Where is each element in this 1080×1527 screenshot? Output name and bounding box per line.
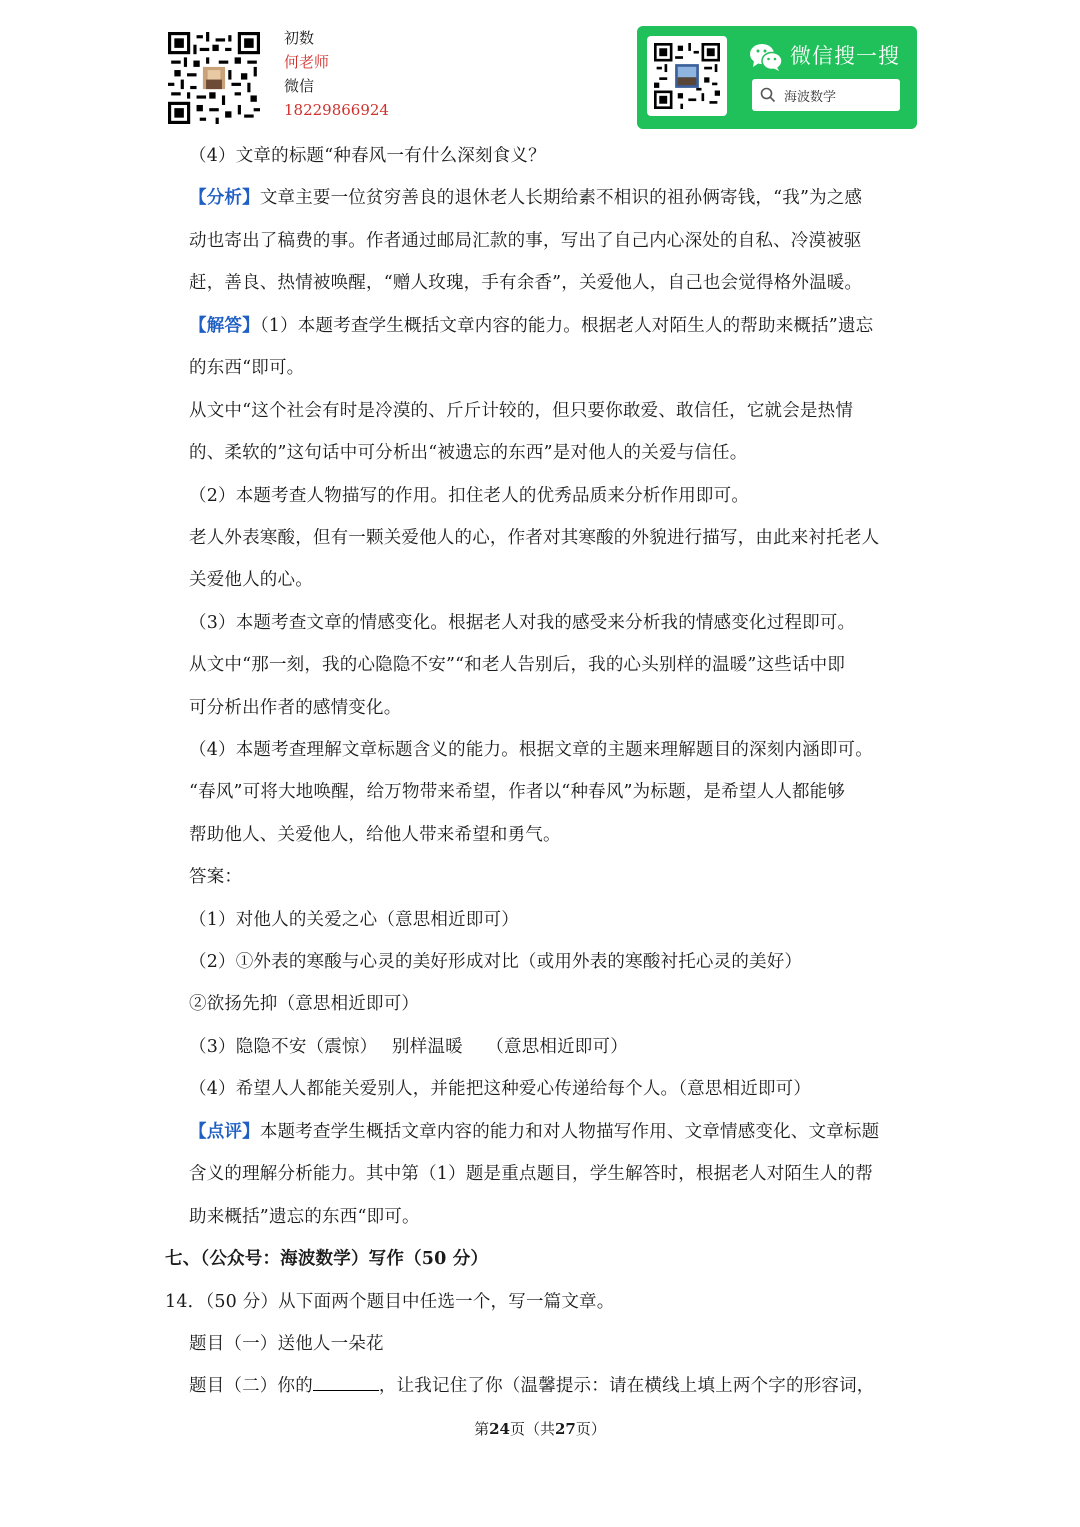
answer-line: （4）本题考查理解文章标题含义的能力。根据文章的主题来理解题目的深刻内涵即可。	[189, 740, 873, 760]
comment-tag: 【点评】	[189, 1122, 260, 1142]
comment-line: 本题考查学生概括文章内容的能力和对人物描写作用、文章情感变化、文章标题	[259, 1122, 880, 1142]
topic-2-prefix: 题目（二）你的	[189, 1376, 313, 1396]
answer-line: 从文中“那一刻，我的心隐隐不安”“和老人告别后，我的心头别样的温暖”这些话中即	[189, 655, 846, 675]
page-header	[0, 0, 1080, 135]
answer-key-line: （2）①外表的寒酸与心灵的美好形成对比（或用外表的寒酸衬托心灵的美好）	[189, 952, 803, 972]
wechat-search-title: 微信搜一搜	[790, 44, 900, 68]
contact-name: 何老师	[284, 53, 330, 71]
analysis-line: 文章主要一位贫穷善良的退休老人长期给素不相识的祖孙俩寄钱，“我”为之感	[259, 188, 863, 208]
topic-option-2	[189, 1372, 875, 1397]
analysis-paragraph	[189, 184, 862, 209]
answer-line: 的、柔软的”这句话中可分析出“被遗忘的东西”是对他人的关爱与信任。	[189, 443, 748, 463]
wechat-search-box[interactable]	[752, 79, 900, 111]
topic-option-1: 题目（一）送他人一朵花	[189, 1334, 384, 1354]
page-suffix: 页）	[575, 1420, 606, 1438]
question-4-title: （4）文章的标题“种春风一有什么深刻食义？	[189, 146, 546, 166]
contact-phone: 18229866924	[284, 101, 389, 119]
contact-subject: 初数	[284, 29, 315, 47]
wechat-search-card[interactable]	[637, 26, 917, 129]
search-icon	[760, 87, 776, 103]
answer-key-line: （4）希望人人都能关爱别人，并能把这种爱心传递给每个人。（意思相近即可）	[189, 1079, 812, 1099]
comment-line: 含义的理解分析能力。其中第（1）题是重点题目，学生解答时，根据老人对陌生人的帮	[189, 1164, 873, 1184]
answer-line: （3）本题考查文章的情感变化。根据老人对我的感受来分析我的情感变化过程即可。	[189, 613, 856, 633]
page-prefix: 第	[474, 1420, 490, 1438]
analysis-line: 赶，善良、热情被唤醒，“赠人玫瑰，手有余香”，关爱他人，自己也会觉得格外温暖。	[189, 273, 863, 293]
page-total: 27	[555, 1420, 576, 1438]
answer-line: 老人外表寒酸，但有一颗关爱他人的心，作者对其寒酸的外貌进行描写，由此来衬托老人	[189, 528, 880, 548]
wechat-search-query: 海波数学	[784, 90, 837, 105]
answer-line: 关爱他人的心。	[189, 570, 313, 590]
answer-line: （1）本题考查学生概括文章内容的能力。根据老人对陌生人的帮助来概括”遗忘	[259, 316, 874, 336]
page-number: 24	[489, 1420, 510, 1438]
wechat-logo-icon	[749, 42, 783, 72]
question-14: 14．（50 分）从下面两个题目中任选一个，写一篇文章。	[165, 1292, 615, 1312]
comment-paragraph	[189, 1118, 879, 1143]
fill-in-blank	[313, 1376, 379, 1391]
answer-line: 可分析出作者的感情变化。	[189, 698, 402, 718]
contact-wechat-label: 微信	[284, 77, 315, 95]
answer-paragraph	[189, 312, 873, 337]
answer-key-line: （1）对他人的关爱之心（意思相近即可）	[189, 910, 519, 930]
qr-code-icon	[654, 43, 720, 109]
qr-code-icon	[168, 32, 260, 124]
answer-line: 帮助他人、关爱他人，给他人带来希望和勇气。	[189, 825, 561, 845]
comment-line: 助来概括”遗忘的东西“即可。	[189, 1207, 420, 1227]
answer-key-label: 答案：	[189, 867, 243, 887]
answer-key-line: （3）隐隐不安（震惊） 别样温暖 （意思相近即可）	[189, 1037, 628, 1057]
answer-line: 从文中“这个社会有时是冷漠的、斤斤计较的，但只要你敢爱、敢信任，它就会是热情	[189, 401, 854, 421]
answer-tag: 【解答】	[189, 316, 260, 336]
answer-line: 的东西“即可。	[189, 358, 305, 378]
wechat-qr-frame	[647, 36, 727, 116]
answer-line: （2）本题考查人物描写的作用。扣住老人的优秀品质来分析作用即可。	[189, 486, 750, 506]
teacher-contact	[284, 26, 389, 122]
analysis-line: 动也寄出了稿费的事。作者通过邮局汇款的事，写出了自己内心深处的自私、冷漠被驱	[189, 231, 862, 251]
page-mid: 页（共	[509, 1420, 555, 1438]
answer-line: “春风”可将大地唤醒，给万物带来希望，作者以“种春风”为标题，是希望人人都能够	[189, 782, 846, 802]
topic-2-suffix: ，让我记住了你（温馨提示：请在横线上填上两个字的形容词，	[378, 1376, 875, 1396]
section-heading: 七、（公众号：海波数学）写作（50 分）	[165, 1249, 489, 1269]
analysis-tag: 【分析】	[189, 188, 260, 208]
answer-key-line: ②欲扬先抑（意思相近即可）	[189, 994, 420, 1014]
page-footer	[0, 1418, 1080, 1439]
